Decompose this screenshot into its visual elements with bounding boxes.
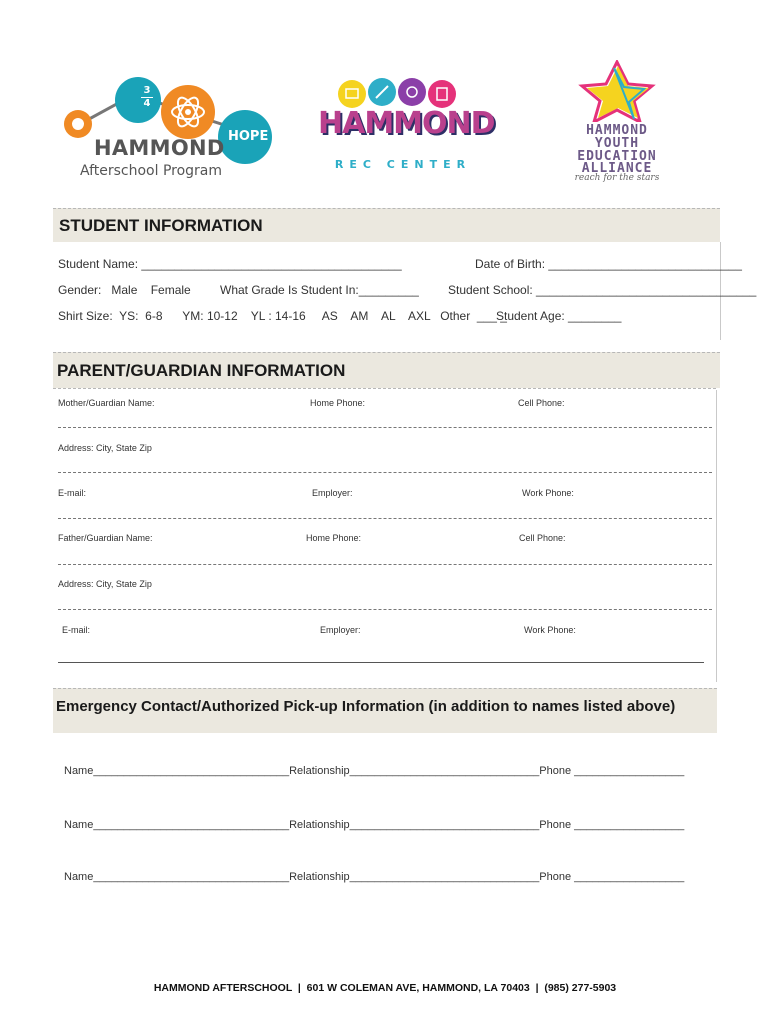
alliance-line-2: YOUTH [594,136,640,151]
afterschool-logo-title: HAMMOND [94,136,225,160]
fraction-badge: 3 4 [141,86,153,109]
father-address-line[interactable] [58,609,712,610]
grade-field[interactable]: What Grade Is Student In:_________ [220,283,419,297]
mother-home-phone-label: Home Phone: [310,398,366,408]
parent-section-divider [53,388,716,389]
mother-cell-phone-label: Cell Phone: [518,398,565,408]
parent-section-title: PARENT/GUARDIAN INFORMATION [57,361,346,380]
emergency-section-header [53,688,717,733]
gender-field[interactable]: Gender: Male Female [58,283,191,297]
emergency-contact-row-3[interactable]: Name________________________________Relationship_______________________________Phone __________________ [64,871,685,883]
star-icon [552,60,682,122]
alliance-line-3: EDUCATION [577,149,657,164]
father-name-label: Father/Guardian Name: [58,533,153,543]
father-email-line[interactable] [58,662,704,663]
afterschool-program-logo [60,72,290,192]
emergency-section-title: Emergency Contact/Authorized Pick-up Information (in addition to names listed above) [56,698,676,715]
father-home-phone-label: Home Phone: [306,533,362,543]
rec-center-logo-subtitle: REC CENTER [334,158,472,171]
mother-address-line[interactable] [58,472,712,473]
father-work-phone-label: Work Phone: [524,625,576,635]
student-section-header [53,208,720,242]
shirt-size-field[interactable]: Shirt Size: YS: 6-8 YM: 10-12 YL : 14-16 AS AM AL AXL Other ___ _ [58,309,507,323]
mother-email-line[interactable] [58,518,712,519]
alliance-tagline: reach for the stars [574,173,660,183]
mother-name-label: Mother/Guardian Name: [58,398,155,408]
logo-strip [0,60,770,200]
afterschool-logo-subtitle: Afterschool Program [80,163,223,179]
mother-address-label: Address: City, State Zip [58,443,152,453]
student-age-field[interactable]: Student Age: ________ [496,309,622,323]
mother-employer-label: Employer: [312,488,353,498]
alliance-line-1: HAMMOND [586,123,648,138]
rec-center-logo [318,76,495,186]
youth-education-alliance-logo [552,60,682,190]
father-employer-label: Employer: [320,625,361,635]
emergency-contact-row-2[interactable]: Name________________________________Relationship_______________________________Phone __________________ [64,819,685,831]
date-of-birth-field[interactable]: Date of Birth: _____________________________ [475,257,742,271]
student-school-field[interactable]: Student School: _________________________________ [448,283,757,297]
mother-email-label: E-mail: [58,488,87,498]
mother-work-phone-label: Work Phone: [522,488,574,498]
father-name-line[interactable] [58,564,712,565]
parent-section-border [716,390,717,682]
alliance-line-4: ALLIANCE [581,161,653,176]
emergency-contact-row-1[interactable]: Name________________________________Relationship_______________________________Phone __________________ [64,765,685,777]
father-address-label: Address: City, State Zip [58,579,152,589]
mother-name-line[interactable] [58,427,712,428]
footer-contact-info: HAMMOND AFTERSCHOOL | 601 W COLEMAN AVE, HAMMOND, LA 70403 | (985) 277-5903 [153,982,617,994]
student-name-field[interactable]: Student Name: _______________________________________ [58,257,402,271]
father-email-label: E-mail: [62,625,91,635]
student-section-title: STUDENT INFORMATION [59,216,263,235]
father-cell-phone-label: Cell Phone: [519,533,566,543]
rec-center-logo-title: HAMMOND [318,106,495,141]
parent-section-header [53,352,720,388]
hope-badge-label: HOPE [228,129,269,144]
